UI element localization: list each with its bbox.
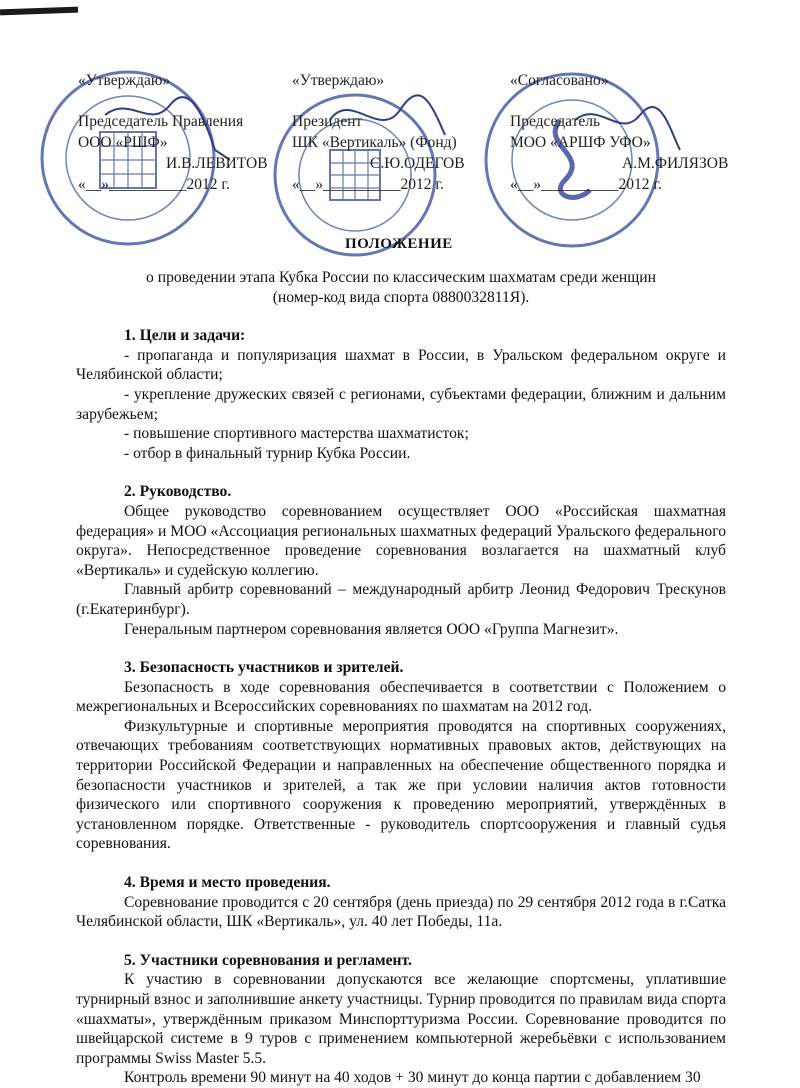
document-subtitle-line1: о проведении этапа Кубка России по классическим шахматам среди женщин: [146, 269, 656, 286]
approval-heading: «Утверждаю»: [78, 72, 171, 89]
section-3-paragraph: Безопасность в ходе соревнования обеспечивается в соответствии с Положением о межрегиональных и Всероссийских соревнованиях по шахматам на 2012 год.: [76, 678, 726, 716]
section-1-item: - повышение спортивного мастерства шахматисток;: [124, 425, 469, 443]
section-3-paragraph: Физкультурные и спортивные мероприятия проводятся на спортивных сооружениях, отвечающих требованиям соответствующих нормативных правовых актов, действующих на территории Российской Федерации и направленных на обеспечение общественного порядка и безопасности участников и зрителей, а так же при условии наличия актов готовности физического или спортивного сооружения к проведению мероприятий, утверждённых в установленном порядке. Ответственные - руководитель спортсооружения и главный судья соревнования.: [76, 717, 726, 853]
section-4-heading: 4. Время и место проведения.: [124, 874, 331, 892]
document-body: [76, 268, 726, 1088]
approval-heading: «Согласовано»: [510, 72, 609, 89]
section-5-heading: 5. Участники соревнования и регламент.: [124, 951, 412, 969]
approval-organization: ШК «Вертикаль» (Фонд): [292, 134, 457, 151]
section-4-paragraph: Соревнование проводится с 20 сентября (день приезда) по 29 сентября 2012 года в г.Сатка Челябинской области, ШК «Вертикаль», ул. 40 лет Победы, 11а.: [76, 893, 726, 931]
section-2-heading: 2. Руководство.: [124, 483, 232, 501]
approval-name: И.В.ЛЕВИТОВ: [166, 155, 268, 172]
section-1-item: - укрепление дружеских связей с регионами, субъектами федерации, ближним и дальним зарубежьем;: [76, 385, 726, 423]
section-5-paragraph: Контроль времени 90 минут на 40 ходов + 30 минут до конца партии с добавлением 30: [124, 1069, 701, 1087]
approval-block-arshf-ufo: [510, 70, 728, 195]
approval-date: «__»__________2012 г.: [78, 176, 230, 193]
section-2-paragraph: Общее руководство соревнованием осуществляет ООО «Российская шахматная федерация» и МОО «Ассоциация региональных шахматных федераций Уральского федерального округа». Непосредственное проведение соревнования возлагается на шахматный клуб «Вертикаль» и судейскую коллегию.: [76, 502, 726, 579]
section-2-paragraph: Главный арбитр соревнований – международный арбитр Леонид Федорович Трескунов (г.Екатеринбург).: [76, 581, 726, 618]
document-title: ПОЛОЖЕНИЕ: [345, 236, 453, 252]
approval-position: Председатель: [510, 113, 601, 130]
approval-organization: ООО «РШФ»: [78, 134, 168, 151]
section-1-item: - отбор в финальный турнир Кубка России.: [124, 444, 411, 462]
approval-heading: «Утверждаю»: [292, 72, 385, 89]
approval-name: С.Ю.ОДЕГОВ: [370, 155, 465, 172]
approval-date: «__»__________2012 г.: [292, 176, 444, 193]
approval-position: Председатель Правления: [78, 113, 244, 130]
section-5-paragraph: К участию в соревновании допускаются все желающие спортсмены, уплатившие турнирный взнос и заполнившие анкету участницы. Турнир проводится по правилам вида спорта «шахматы», утверждённым приказом Минспорттуризма России. Соревнование проводится по швейцарской системе в 9 туров с применением компьютерной жеребьёвки с использованием программы Swiss Master 5.5.: [76, 971, 726, 1067]
section-1-item: - пропаганда и популяризация шахмат в России, в Уральском федеральном округе и Челябинской области;: [76, 346, 726, 384]
approval-name: А.М.ФИЛЯЗОВ: [622, 155, 729, 172]
section-1-heading: 1. Цели и задачи:: [124, 327, 246, 345]
section-2-paragraph: Генеральным партнером соревнования является ООО «Группа Магнезит».: [124, 620, 619, 638]
approval-position: Президент: [292, 113, 363, 130]
section-3-heading: 3. Безопасность участников и зрителей.: [124, 659, 404, 677]
approval-block-vertikal: [292, 70, 465, 195]
approval-date: «__»__________2012 г.: [510, 176, 662, 193]
approval-block-rshf: [78, 70, 268, 195]
approval-organization: МОО «АРШФ УФО»: [510, 134, 651, 151]
document-subtitle-line2: (номер-код вида спорта 0880032811Я).: [272, 288, 530, 306]
